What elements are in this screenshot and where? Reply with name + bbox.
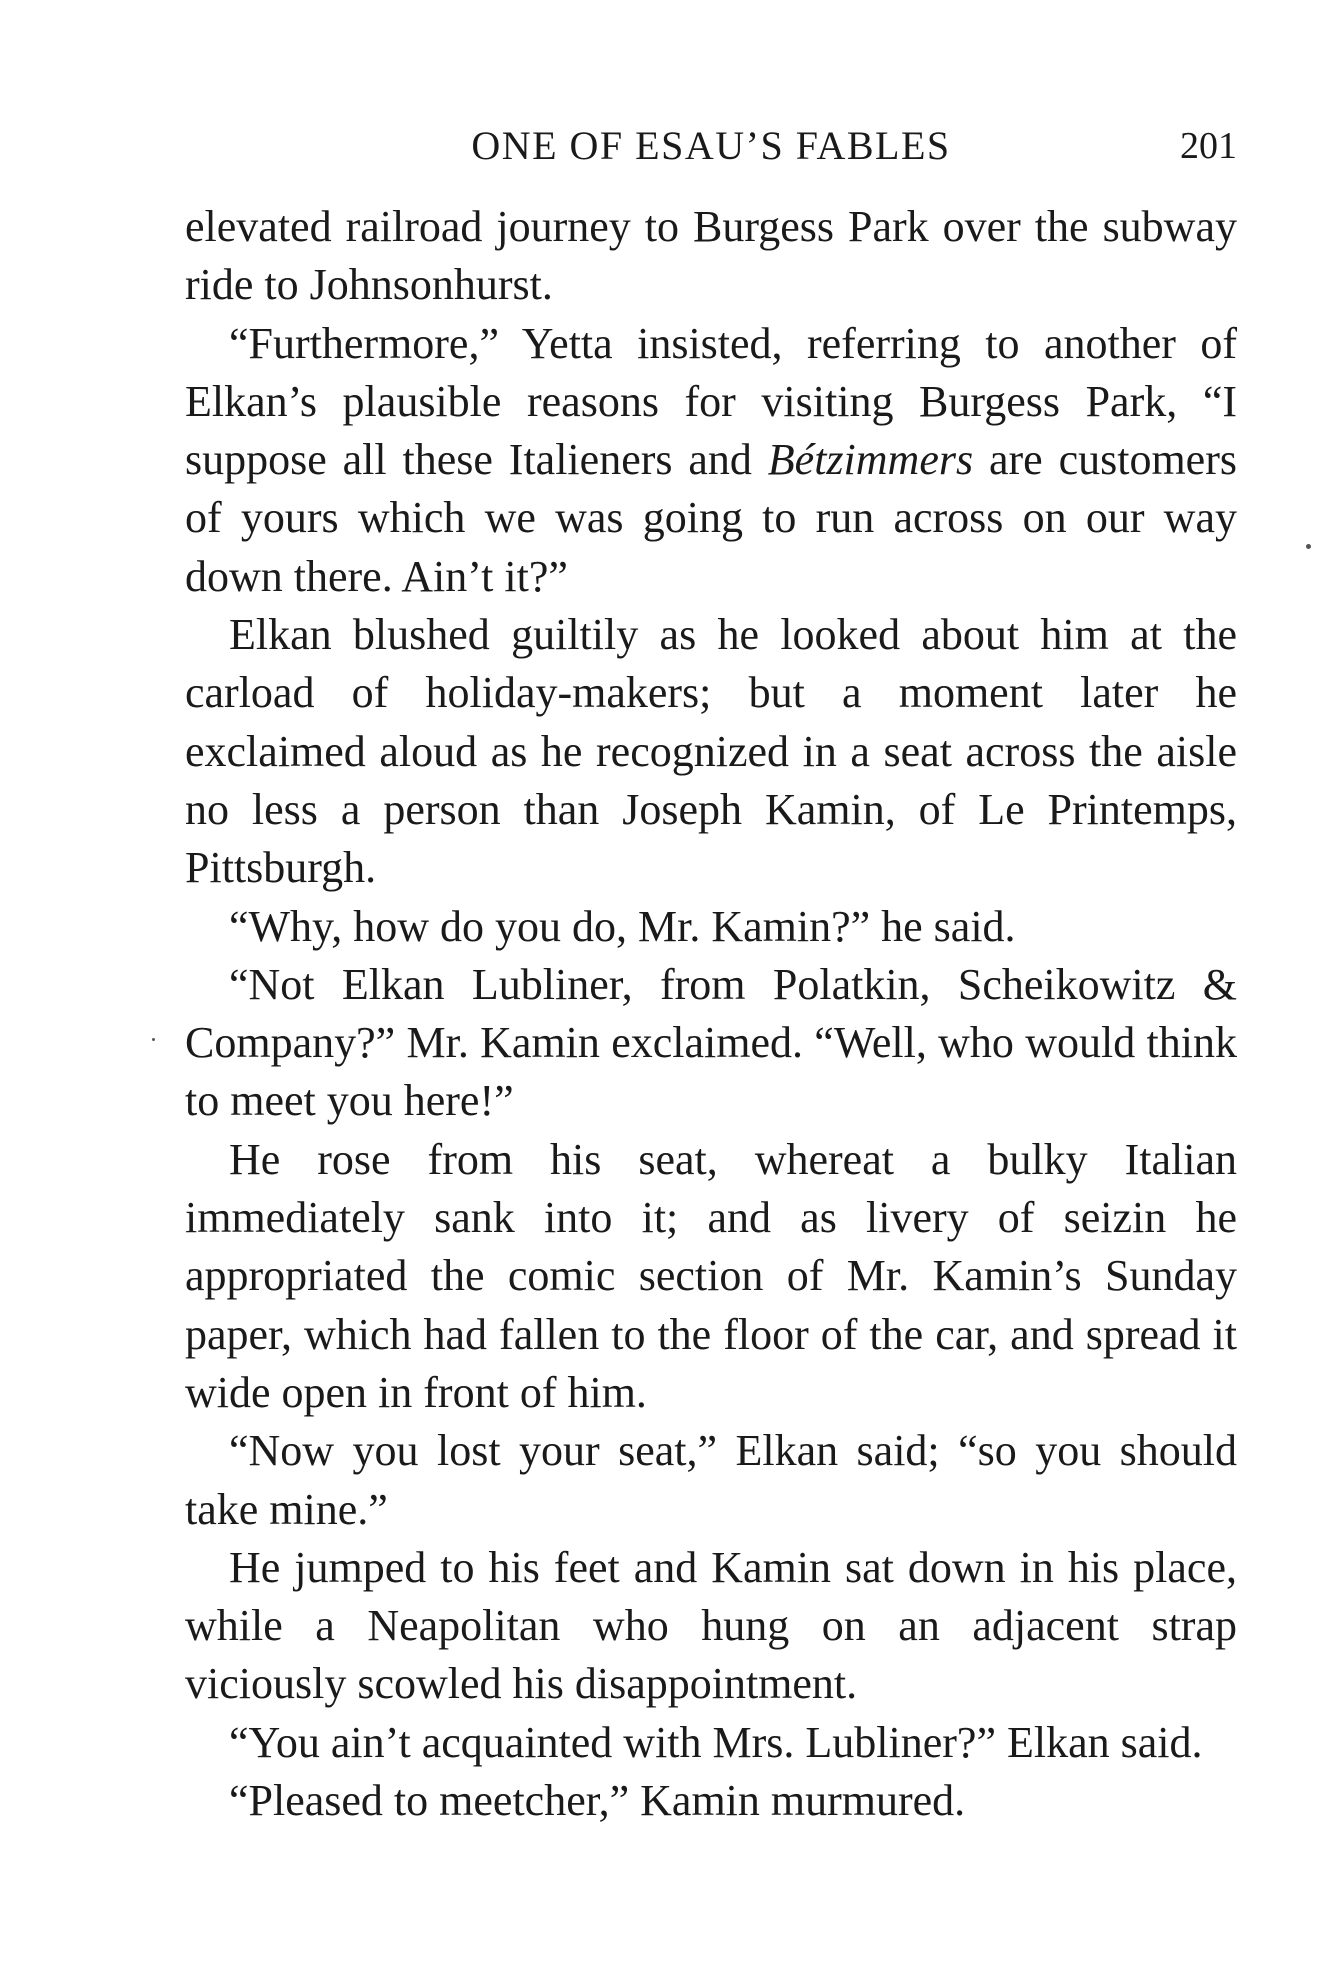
paragraph-8: He jumped to his feet and Kamin sat down in his place, while a Neapolitan who hung on an adjacent strap viciously scowled his disappointment. [185, 1542, 1237, 1709]
paragraph-5: “Not Elkan Lubliner, from Polatkin, Scheikowitz & Company?” Mr. Kamin exclaimed. “Well, who would think to meet you here!” [185, 959, 1237, 1126]
running-head [185, 120, 1237, 172]
paragraph-10: “Pleased to meetcher,” Kamin murmured. [229, 1776, 966, 1826]
paragraph-2-italic-word: Bétzimmers [767, 435, 974, 485]
paragraph-7: “Now you lost your seat,” Elkan said; “so you should take mine.” [185, 1426, 1237, 1534]
paragraph-4: “Why, how do you do, Mr. Kamin?” he said. [229, 901, 1016, 951]
body-text [185, 198, 1237, 1830]
paragraph-9: “You ain’t acquainted with Mrs. Lubliner?” Elkan said. [229, 1717, 1203, 1767]
scan-speck [152, 1038, 155, 1041]
paragraph-3: Elkan blushed guiltily as he looked about him at the carload of holiday-makers; but a moment later he exclaimed aloud as he recognized in a seat across the aisle no less a person than Joseph Kamin, of Le Printemps, Pittsburgh. [185, 610, 1237, 893]
paragraph-1: elevated railroad journey to Burgess Park over the subway ride to Johnsonhurst. [185, 202, 1237, 310]
paragraph-6: He rose from his seat, whereat a bulky Italian immediately sank into it; and as livery of seizin he appropriated the comic section of Mr. Kamin’s Sunday paper, which had fallen to the floor of the car, and spread it wide open in front of him. [185, 1134, 1237, 1417]
paragraph-2-text-after: are customers of yours which we was going to run across on our way down there. Ain’t it?” [185, 435, 1237, 601]
paragraph-2 [185, 315, 1237, 606]
paragraph-2-text-before: “Furthermore,” Yetta insisted, referring to another of Elkan’s plausible reasons for visiting Burgess Park, “I suppose all these Italieners and [185, 318, 1237, 485]
scan-speck [1306, 544, 1311, 549]
page-number: 201 [1180, 125, 1237, 167]
running-title: ONE OF ESAU’S FABLES [471, 123, 951, 168]
